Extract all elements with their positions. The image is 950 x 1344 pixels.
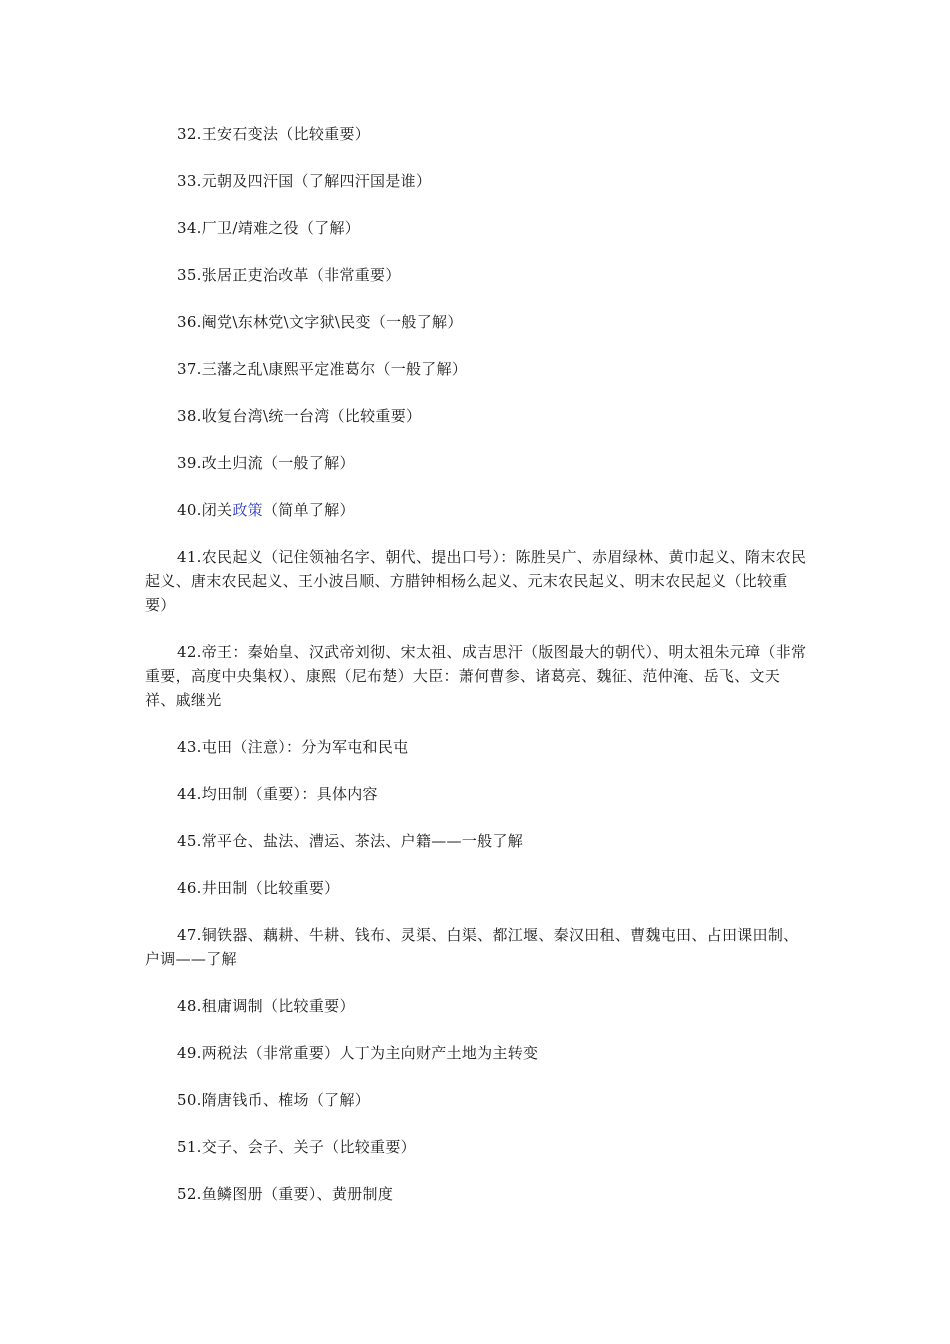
list-item: 47.铜铁器、藕耕、牛耕、钱布、灵渠、白渠、都江堰、秦汉田租、曹魏屯田、占田课田制、户调——了解 [145, 926, 799, 968]
list-item: 49.两税法（非常重要）人丁为主向财产土地为主转变 [177, 1044, 539, 1062]
list-item: 37.三藩之乱\康熙平定准葛尔（一般了解） [177, 360, 468, 378]
list-item: 43.屯田（注意）：分为军屯和民屯 [177, 738, 409, 756]
list-item: 48.租庸调制（比较重要） [177, 997, 355, 1015]
list-item: 38.收复台湾\统一台湾（比较重要） [177, 407, 422, 425]
list-item: 45.常平仓、盐法、漕运、茶法、户籍——一般了解 [177, 832, 524, 850]
policy-link[interactable]: 政策 [232, 501, 263, 519]
list-item: 51.交子、会子、关子（比较重要） [177, 1138, 416, 1156]
list-item: 41.农民起义（记住领袖名字、朝代、提出口号）：陈胜吴广、赤眉绿林、黄巾起义、隋末农民起义、唐末农民起义、王小波吕顺、方腊钟相杨么起义、元末农民起义、明末农民起义（比较重要） [145, 548, 807, 614]
list-item [145, 498, 810, 522]
list-item: 39.改土归流（一般了解） [177, 454, 355, 472]
list-item: 32.王安石变法（比较重要） [177, 125, 371, 143]
list-item-text: （简单了解） [262, 501, 355, 519]
list-item: 42.帝王：秦始皇、汉武帝刘彻、宋太祖、成吉思汗（版图最大的朝代）、明太祖朱元璋（非常重要，高度中央集权）、康熙（尼布楚）大臣：萧何曹参、诸葛亮、魏征、范仲淹、岳飞、文天祥、戚继光 [145, 643, 807, 709]
list-item: 46.井田制（比较重要） [177, 879, 340, 897]
list-item: 50.隋唐钱币、榷场（了解） [177, 1091, 371, 1109]
document-page [145, 122, 810, 1229]
list-item: 36.阉党\东林党\文字狱\民变（一般了解） [177, 313, 463, 331]
list-item: 33.元朝及四汗国（了解四汗国是谁） [177, 172, 432, 190]
list-item: 34.厂卫/靖难之役（了解） [177, 219, 361, 237]
list-item: 44.均田制（重要）：具体内容 [177, 785, 378, 803]
list-item: 52.鱼鳞图册（重要）、黄册制度 [177, 1185, 394, 1203]
list-item: 35.张居正吏治改革（非常重要） [177, 266, 401, 284]
list-item-text: 40.闭关 [177, 501, 233, 519]
